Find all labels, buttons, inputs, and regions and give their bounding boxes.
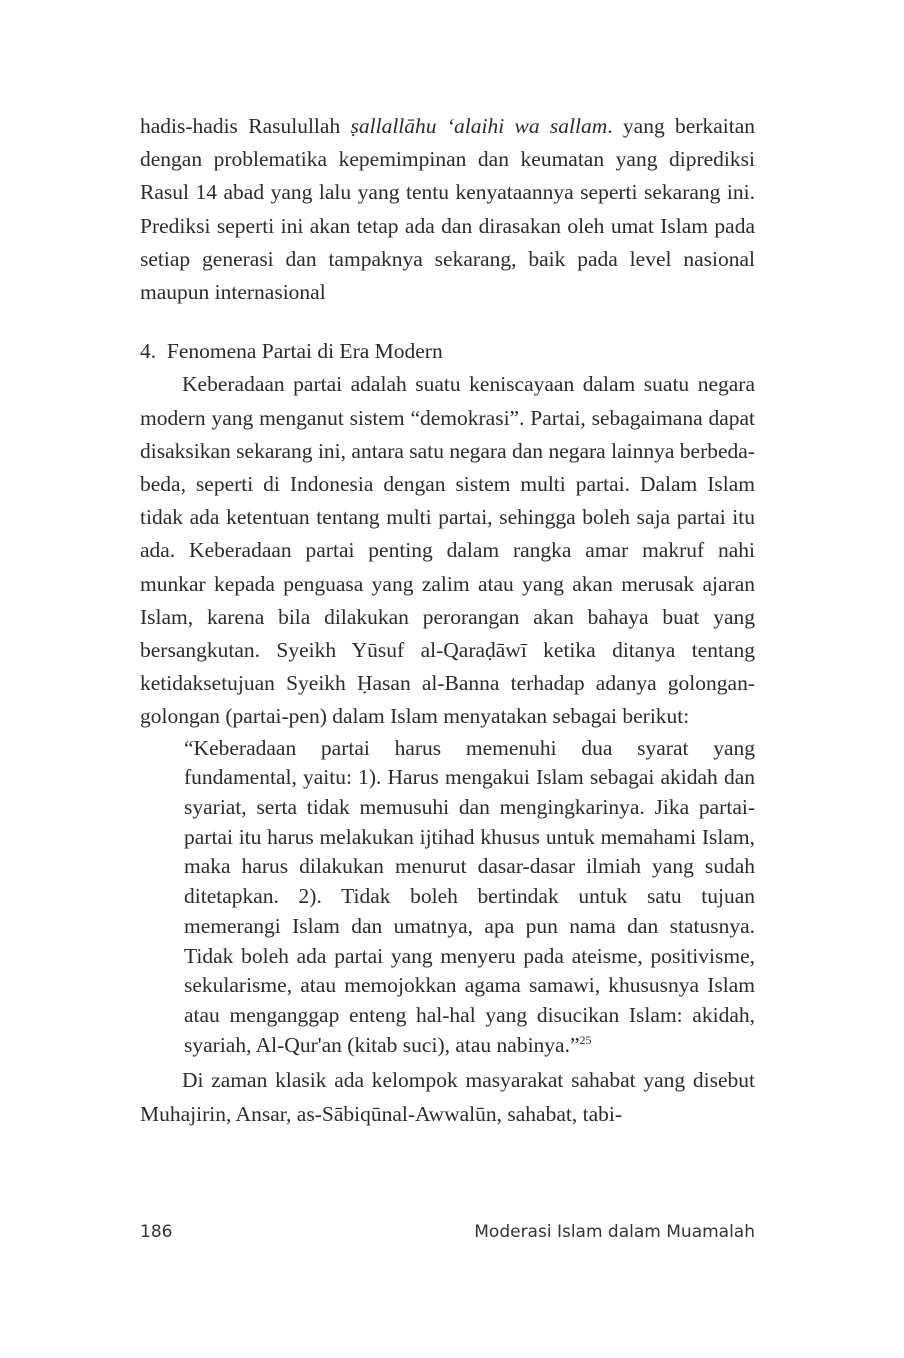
section-title: Fenomena Partai di Era Modern — [166, 339, 443, 364]
quote-text: “Keberadaan partai harus memenuhi dua syarat yang fundamental, yaitu: 1). Harus mengakui Islam sebagai akidah dan syariat, serta tidak memusuhi dan mengingkarinya. Jika partai-partai itu harus melakukan ijtihad khusus untuk memahami Islam, maka harus dilakukan menurut dasar-dasar ilmiah yang sudah ditetapkan. 2). Tidak boleh bertindak untuk satu tujuan memerangi Islam dan umatnya, apa pun nama dan statusnya. Tidak boleh ada partai yang menyeru pada ateisme, positivisme, sekularisme, atau memojokkan agama samawi, khususnya Islam atau menganggap enteng hal-hal yang disucikan Islam: akidah, syariah, Al-Qur'an (kitab suci), atau nabinya.” — [184, 735, 755, 1057]
paragraph-text: . yang berkaitan dengan problematika kepemimpinan dan keumatan yang diprediksi Rasul 14 abad yang lalu yang tentu kenyataannya seperti sekarang ini. Prediksi seperti ini akan tetap ada dan dirasakan oleh umat Islam pada setiap generasi dan tampaknya sekarang, baik pada level nasional maupun internasional — [140, 114, 755, 305]
honorific-italic: ṣallallāhu ‘alaihi wa sallam — [350, 114, 608, 138]
page-body — [140, 110, 755, 1131]
paragraph-continuation — [140, 110, 755, 309]
paragraph-text: hadis-hadis Rasulullah — [140, 114, 351, 138]
page-number: 186 — [140, 1222, 173, 1242]
section-gap — [140, 309, 755, 335]
paragraph-partai: Keberadaan partai adalah suatu keniscayaan dalam suatu negara modern yang menganut sistem “demokrasi”. Partai, sebagaimana dapat disaksikan sekarang ini, antara satu negara dan negara lainnya berbeda-beda, seperti di Indonesia dengan sistem multi partai. Dalam Islam tidak ada ketentuan tentang multi partai, sehingga boleh saja partai itu ada. Keberadaan partai penting dalam rangka amar makruf nahi munkar kepada penguasa yang zalim atau yang akan merusak ajaran Islam, karena bila dilakukan perorangan akan bahaya buat yang bersangkutan. Syeikh Yūsuf al-Qaraḍāwī ketika ditanya tentang ketidaksetujuan Syeikh Ḥasan al-Banna terhadap adanya golongan-golongan (partai-pen) dalam Islam menyatakan sebagai berikut: — [140, 372, 755, 729]
section-heading — [140, 335, 755, 368]
footnote-reference[interactable]: 25 — [579, 1032, 592, 1047]
block-quote — [184, 734, 755, 1061]
section-number: 4. — [140, 339, 157, 364]
running-title: Moderasi Islam dalam Muamalah — [474, 1222, 755, 1242]
paragraph-klasik: Di zaman klasik ada kelompok masyarakat sahabat yang disebut Muhajirin, Ansar, as-Sābiqūnal-Awwalūn, sahabat, tabi- — [140, 1068, 755, 1126]
